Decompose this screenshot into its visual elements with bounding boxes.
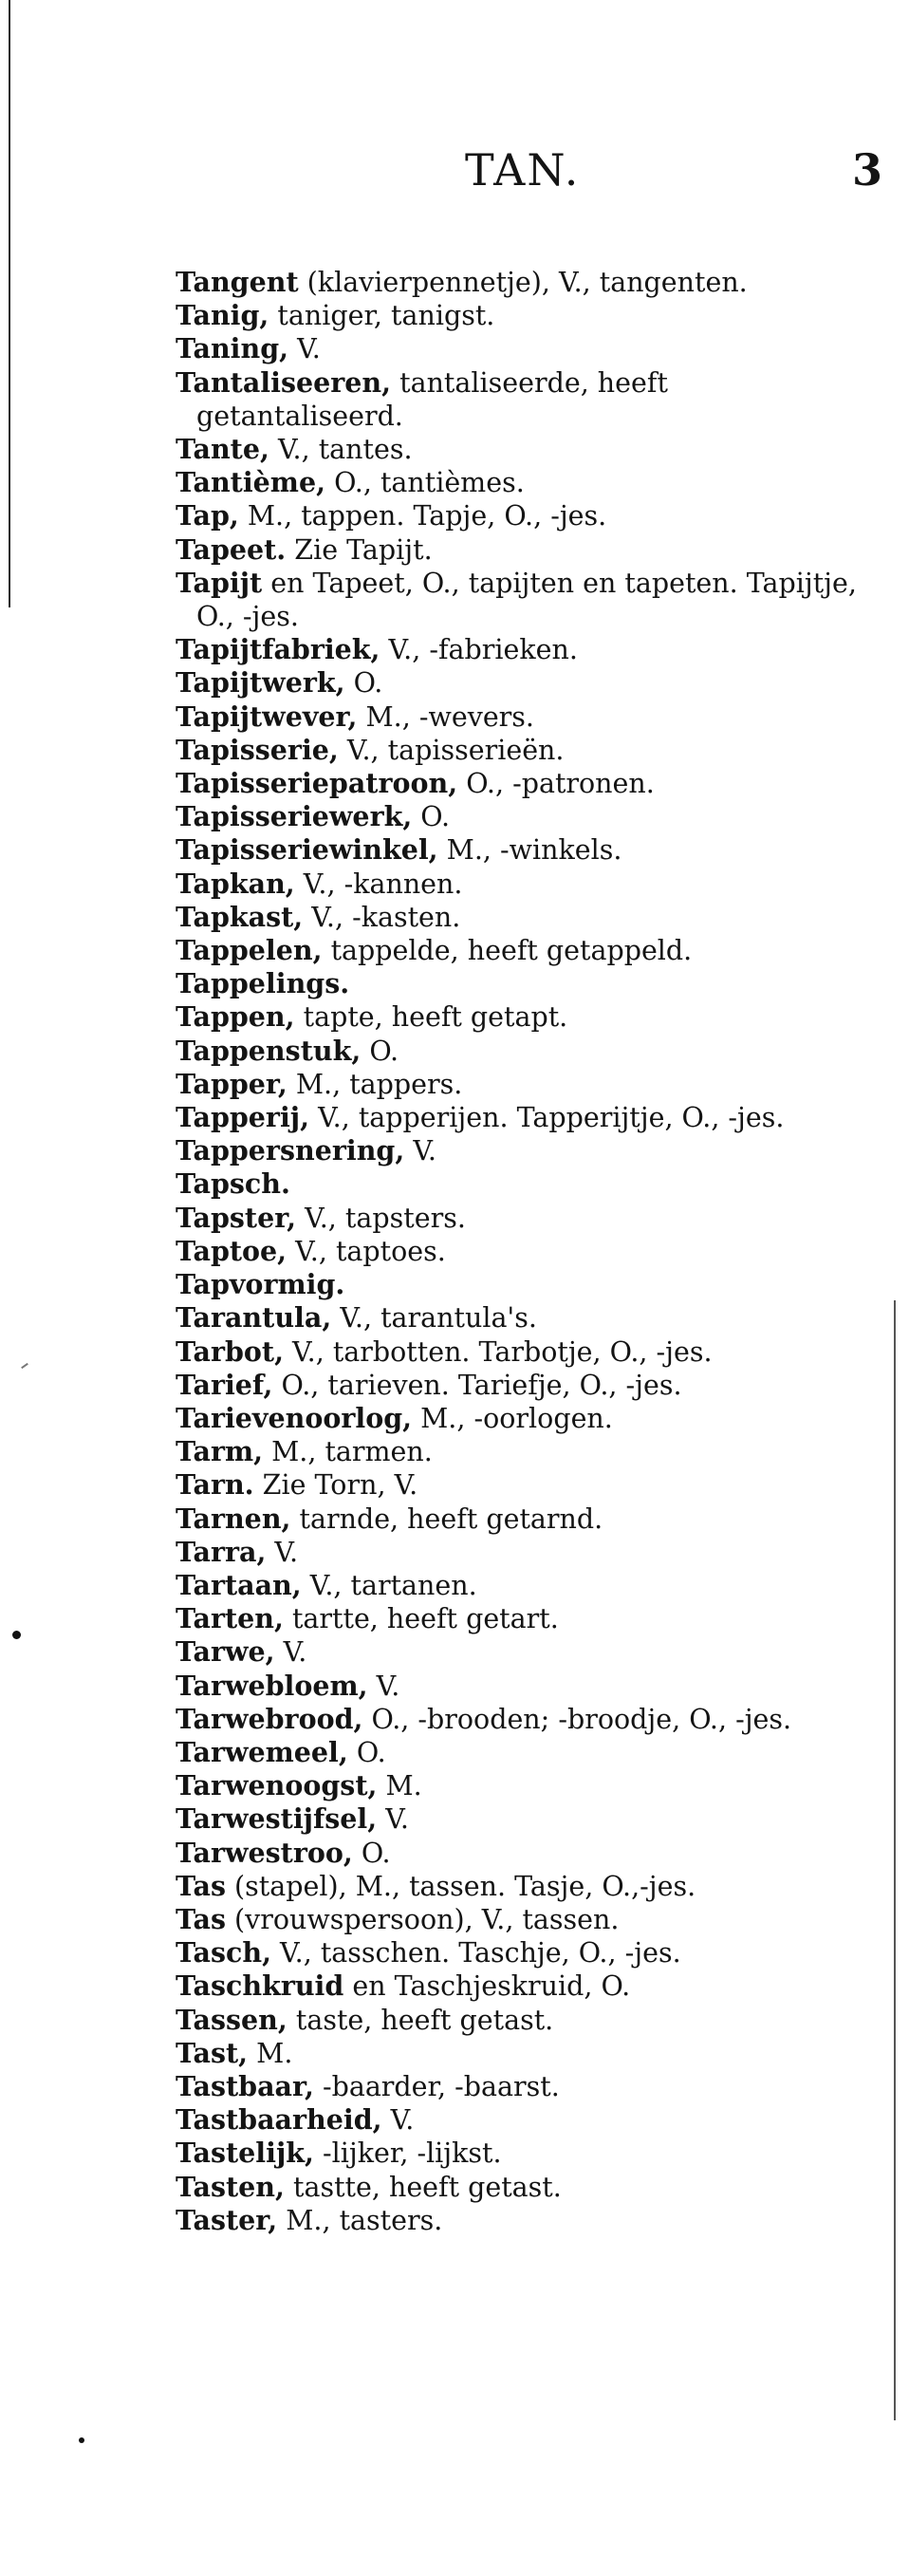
- entry-definition: V.: [367, 1670, 400, 1702]
- dictionary-entry: [176, 332, 868, 365]
- dictionary-entry: [176, 299, 868, 332]
- entry-headword: Tarwenoogst,: [176, 1769, 378, 1802]
- entry-definition: taniger, tanigst.: [269, 300, 495, 332]
- entry-definition: M., tappen. Tapje, O., -jes.: [238, 500, 607, 532]
- entry-headword: Tapisseriepatroon,: [176, 767, 458, 800]
- dictionary-entry: [176, 1035, 868, 1068]
- dictionary-entry: [176, 266, 868, 299]
- dictionary-entry: [176, 901, 868, 934]
- entry-definition: tarnde, heeft getarnd.: [290, 1503, 603, 1535]
- dictionary-entry: [176, 2171, 868, 2204]
- entry-headword: Tassen,: [176, 2003, 288, 2036]
- entry-definition: tantaliseerde, heeft getantaliseerd.: [196, 366, 668, 432]
- entry-definition: V.: [377, 1803, 409, 1836]
- dictionary-entry: [176, 734, 868, 767]
- entry-definition: O.: [352, 1837, 391, 1869]
- right-margin-line: [894, 1300, 896, 2420]
- entry-headword: Tarra,: [176, 1535, 267, 1568]
- entry-definition: O., tarieven. Tariefje, O., -jes.: [272, 1369, 682, 1401]
- entry-definition: O., tantièmes.: [325, 467, 525, 499]
- dictionary-entry: [176, 1870, 868, 1903]
- dictionary-entry: [176, 433, 868, 466]
- entry-headword: Tarwebloem,: [176, 1669, 368, 1702]
- dictionary-entry: [176, 767, 868, 800]
- entry-definition: V., tantes.: [269, 434, 413, 466]
- entry-headword: Tantième,: [176, 466, 326, 499]
- entry-headword: Tarm,: [176, 1435, 264, 1468]
- entry-definition: tapte, heeft getapt.: [294, 1001, 568, 1034]
- page-header: [0, 144, 909, 201]
- entry-headword: Taptoe,: [176, 1234, 288, 1267]
- dictionary-entry: [176, 2103, 868, 2137]
- left-margin-line: [9, 0, 10, 607]
- entry-headword: Taster,: [176, 2203, 278, 2236]
- entry-headword: Tapper,: [176, 1067, 288, 1100]
- entry-headword: Tappelings.: [176, 967, 350, 1000]
- entry-definition: O.: [412, 801, 451, 833]
- dictionary-entry: [176, 833, 868, 867]
- dictionary-entry: [176, 1936, 868, 1969]
- entry-headword: Tastbaar,: [176, 2069, 314, 2102]
- dictionary-entry: [176, 1635, 868, 1669]
- entry-definition: M., tarmen.: [263, 1436, 433, 1468]
- entry-headword: Tanig,: [176, 299, 269, 332]
- dictionary-entry: [176, 666, 868, 700]
- entry-definition: V.: [381, 2104, 415, 2137]
- dictionary-entry: [176, 1202, 868, 1235]
- entry-headword: Tarantula,: [176, 1301, 332, 1335]
- entry-definition: V.: [274, 1636, 307, 1669]
- entry-headword: Tas: [176, 1869, 226, 1902]
- entry-definition: O.: [344, 667, 383, 700]
- dictionary-entry: [176, 567, 868, 633]
- dictionary-entry: [176, 1536, 868, 1569]
- dictionary-entry: [176, 1235, 868, 1268]
- entry-definition: V., tartanen.: [301, 1569, 477, 1601]
- entry-definition: M.: [377, 1770, 422, 1802]
- entry-headword: Tasten,: [176, 2170, 285, 2203]
- entry-headword: Tasch,: [176, 1936, 271, 1969]
- entry-definition: V., tapsters.: [296, 1202, 466, 1234]
- entry-definition: V., tarantula's.: [331, 1302, 537, 1335]
- dictionary-entry: [176, 1167, 868, 1201]
- entry-definition: M., -wevers.: [357, 700, 534, 733]
- entry-headword: Tapijt: [176, 566, 263, 599]
- entry-definition: M., -winkels.: [437, 834, 622, 867]
- entry-headword: Taning,: [176, 332, 289, 365]
- entry-headword: Tapisserie,: [176, 733, 339, 766]
- dictionary-entry: [176, 1369, 868, 1402]
- dictionary-entry: [176, 1503, 868, 1536]
- dictionary-entry: [176, 466, 868, 499]
- entry-definition: tartte, heeft getart.: [283, 1603, 559, 1635]
- entry-headword: Tarwestroo,: [176, 1836, 353, 1869]
- entry-definition: tastte, heeft getast.: [284, 2171, 562, 2203]
- entry-definition: O., -brooden; -broodje, O., -jes.: [362, 1703, 792, 1735]
- entry-headword: Tapijtwever,: [176, 700, 358, 733]
- entry-headword: Tastbaarheid,: [176, 2103, 382, 2137]
- ink-dot: [79, 2437, 84, 2443]
- dictionary-entry: [176, 2037, 868, 2070]
- dictionary-entry: [176, 2070, 868, 2103]
- entry-headword: Tapvormig.: [176, 1268, 345, 1301]
- dictionary-entry: [176, 1736, 868, 1769]
- entry-headword: Tapisseriewerk,: [176, 800, 413, 833]
- entry-headword: Tartaan,: [176, 1568, 302, 1601]
- dictionary-entry: [176, 1268, 868, 1301]
- entry-definition: V., tapperijen. Tapperijtje, O., -jes.: [309, 1102, 785, 1134]
- entry-headword: Tarwebrood,: [176, 1702, 363, 1735]
- entry-definition: V.: [288, 333, 321, 365]
- dictionary-entry: [176, 1602, 868, 1635]
- dictionary-entry: [176, 1000, 868, 1034]
- dictionary-entry: [176, 1468, 868, 1502]
- entry-definition: V., taptoes.: [287, 1235, 446, 1267]
- dictionary-entry: [176, 2204, 868, 2237]
- entry-headword: Tapster,: [176, 1201, 297, 1234]
- dictionary-entry: [176, 1769, 868, 1802]
- entry-headword: Tap,: [176, 499, 239, 532]
- dictionary-entry: [176, 1802, 868, 1836]
- dictionary-entry: [176, 2137, 868, 2170]
- entry-definition: Zie Tapijt.: [286, 533, 433, 566]
- entry-definition: en Taschjeskruid, O.: [343, 1970, 631, 2003]
- dictionary-entry: [176, 1670, 868, 1703]
- entry-definition: taste, heeft getast.: [287, 2004, 554, 2036]
- entry-headword: Tappenstuk,: [176, 1034, 362, 1067]
- entry-headword: Tarwemeel,: [176, 1735, 348, 1768]
- entry-headword: Tapijtwerk,: [176, 666, 345, 700]
- entry-headword: Tarnen,: [176, 1502, 291, 1535]
- entry-headword: Tas: [176, 1902, 226, 1935]
- dictionary-entry: [176, 2004, 868, 2037]
- dictionary-entry: [176, 934, 868, 967]
- dictionary-entries: [176, 266, 868, 2237]
- dictionary-entry: [176, 700, 868, 734]
- entry-definition: Zie Torn, V.: [253, 1469, 418, 1502]
- entry-headword: Tarief,: [176, 1368, 273, 1401]
- entry-headword: Tast,: [176, 2036, 249, 2069]
- entry-headword: Tarten,: [176, 1602, 284, 1635]
- dictionary-entry: [176, 800, 868, 833]
- entry-definition: M.: [248, 2037, 293, 2069]
- ink-mark: [21, 1363, 28, 1369]
- dictionary-entry: [176, 1134, 868, 1167]
- entry-headword: Tapeet.: [176, 532, 287, 566]
- dictionary-entry: [176, 1703, 868, 1736]
- entry-headword: Tastelijk,: [176, 2137, 314, 2170]
- entry-definition: (vrouwspersoon), V., tassen.: [226, 1903, 620, 1935]
- dictionary-entry: [176, 1068, 868, 1101]
- entry-definition: V., -kannen.: [294, 868, 463, 900]
- entry-definition: M., tasters.: [277, 2204, 443, 2236]
- entry-definition: V.: [266, 1536, 299, 1568]
- entry-definition: en Tapeet, O., tapijten en tapeten. Tapijtje, O., -jes.: [196, 567, 857, 633]
- entry-definition: (klavierpennetje), V., tangenten.: [298, 267, 748, 298]
- entry-definition: V., tarbotten. Tarbotje, O., -jes.: [284, 1335, 713, 1368]
- entry-headword: Taschkruid: [176, 1969, 344, 2003]
- entry-headword: Tapkan,: [176, 867, 295, 900]
- entry-definition: V., -kasten.: [303, 901, 461, 933]
- dictionary-entry: [176, 1402, 868, 1435]
- dictionary-entry: [176, 868, 868, 901]
- entry-headword: Tantaliseeren,: [176, 365, 392, 399]
- entry-headword: Tapsch.: [176, 1167, 290, 1201]
- running-head: TAN.: [465, 144, 581, 196]
- entry-headword: Tarwestijfsel,: [176, 1802, 378, 1836]
- entry-headword: Tappen,: [176, 1000, 295, 1034]
- entry-headword: Tarwe,: [176, 1635, 275, 1669]
- dictionary-entry: [176, 533, 868, 567]
- dictionary-entry: [176, 1435, 868, 1468]
- entry-headword: Tapkast,: [176, 900, 304, 933]
- entry-headword: Tangent: [176, 266, 299, 298]
- entry-definition: M., tappers.: [287, 1068, 463, 1100]
- entry-definition: M., -oorlogen.: [412, 1402, 613, 1434]
- entry-definition: V., -fabrieken.: [380, 634, 578, 666]
- dictionary-entry: [176, 633, 868, 666]
- entry-definition: O.: [347, 1736, 386, 1768]
- entry-definition: (stapel), M., tassen. Tasje, O.,-jes.: [226, 1870, 696, 1902]
- entry-definition: -baarder, -baarst.: [313, 2070, 560, 2102]
- entry-definition: V., tasschen. Taschje, O., -jes.: [271, 1937, 681, 1969]
- dictionary-entry: [176, 1569, 868, 1602]
- ink-dot: [12, 1631, 21, 1639]
- entry-definition: -lijker, -lijkst.: [313, 2137, 502, 2170]
- entry-headword: Tapperij,: [176, 1101, 310, 1134]
- entry-headword: Tante,: [176, 433, 269, 466]
- dictionary-entry: [176, 366, 868, 433]
- entry-definition: V.: [404, 1135, 436, 1167]
- dictionary-entry: [176, 1101, 868, 1134]
- dictionary-entry: [176, 1837, 868, 1870]
- entry-headword: Tapisseriewinkel,: [176, 833, 438, 867]
- dictionary-entry: [176, 1969, 868, 2003]
- entry-headword: Tapijtfabriek,: [176, 633, 380, 666]
- entry-headword: Tappersnering,: [176, 1134, 405, 1167]
- entry-definition: V., tapisserieën.: [338, 734, 565, 766]
- entry-headword: Tarn.: [176, 1468, 254, 1502]
- dictionary-entry: [176, 967, 868, 1000]
- dictionary-entry: [176, 1335, 868, 1369]
- dictionary-entry: [176, 1301, 868, 1335]
- entry-headword: Tappelen,: [176, 934, 323, 967]
- entry-headword: Tarievenoorlog,: [176, 1401, 413, 1434]
- entry-definition: O., -patronen.: [457, 768, 655, 800]
- page-number: 3: [852, 144, 883, 196]
- dictionary-entry: [176, 499, 868, 532]
- entry-definition: tappelde, heeft getappeld.: [322, 935, 693, 967]
- entry-headword: Tarbot,: [176, 1335, 284, 1368]
- dictionary-entry: [176, 1903, 868, 1936]
- entry-definition: O.: [361, 1035, 399, 1067]
